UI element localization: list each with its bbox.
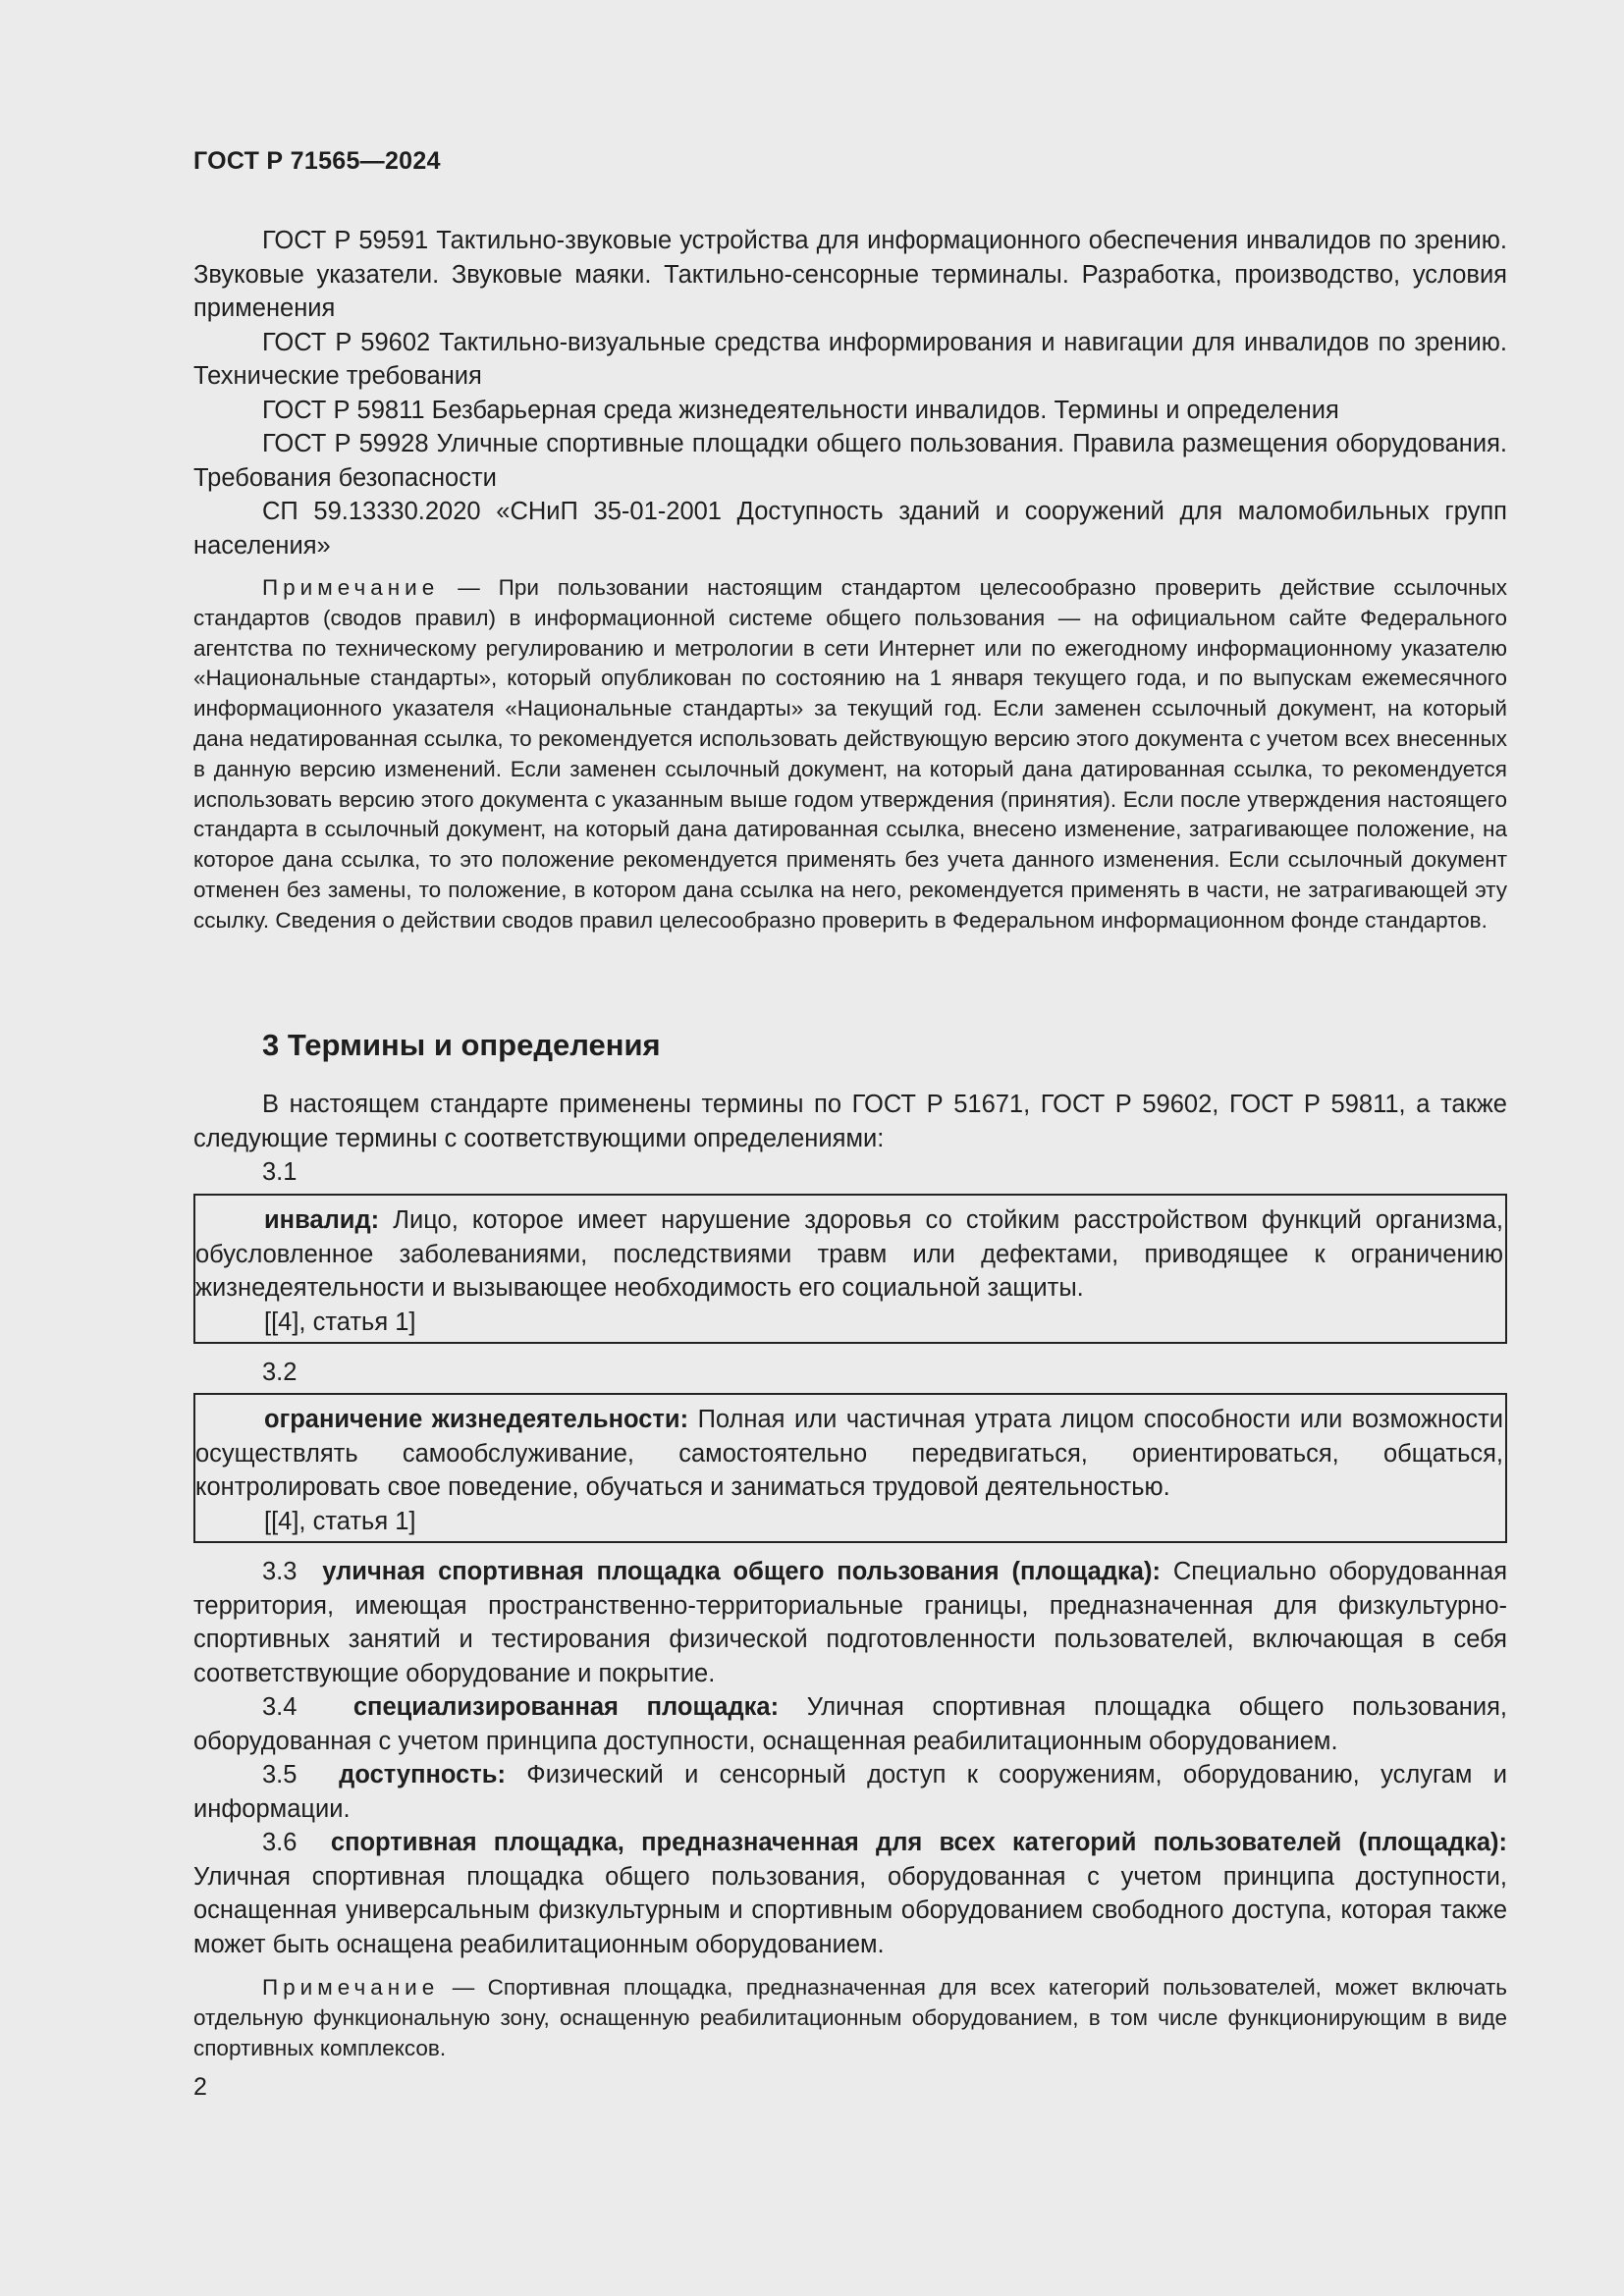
term-source: [[4], статья 1] [264,1308,416,1336]
term-source: [[4], статья 1] [264,1507,416,1535]
term-definition: Полная или частичная утрата лицом способности или возможности осуществлять самообслуживание, самостоятельно передвигаться, ориентироваться, общаться, контролировать свое поведение, обучаться и заниматься трудовой деятельностью. [195,1406,1503,1501]
term-box [193,1194,1507,1344]
term-note [193,1973,1507,2063]
term-definition: Лицо, которое имеет нарушение здоровья со стойким расстройством функций организма, обусловленное заболеваниями, последствиями травм или дефектами, приводящее к ограничению жизнедеятельности и вызывающее необходимость его социальной защиты. [195,1206,1503,1302]
term-entry: 3.5 доступность: Физический и сенсорный доступ к сооружениям, оборудованию, услугам и информации. [193,1761,1507,1823]
section-title: 3 Термины и определения [262,1028,661,1062]
reference-item: СП 59.13330.2020 «СНиП 35-01-2001 Доступность зданий и сооружений для маломобильных групп населения» [193,498,1507,560]
page-number: 2 [193,2073,207,2101]
term-number: 3.2 [262,1359,298,1386]
note-text: — Спортивная площадка, предназначенная для всех категорий пользователей, может включать отдельную функциональную зону, оснащенную реабилитационным оборудованием, в том числе функционирующим в виде спортивных комплексов. [193,1975,1507,2060]
term-box [193,1393,1507,1543]
document-header: ГОСТ Р 71565—2024 [193,147,441,175]
term-list [193,1555,1507,1961]
term-entry: 3.3 уличная спортивная площадка общего пользования (площадка): Специально оборудованная территория, имеющая пространственно-территориальные границы, предназначенная для физкультурно-спортивных занятий и тестирования физической подготовленности пользователей, включающая в себя соответствующие оборудование и покрытие. [193,1558,1508,1687]
reference-item: ГОСТ Р 59591 Тактильно-звуковые устройства для информационного обеспечения инвалидов по зрению. Звуковые указатели. Звуковые маяки. Тактильно-сенсорные терминалы. Разработка, производство, условия применения [193,227,1507,322]
reference-item: ГОСТ Р 59811 Безбарьерная среда жизнедеятельности инвалидов. Термины и определения [262,396,1339,424]
references-note [193,573,1507,936]
term-name: инвалид: [264,1206,380,1234]
reference-item: ГОСТ Р 59602 Тактильно-визуальные средства информирования и навигации для инвалидов по зрению. Технические требования [193,328,1507,390]
references-list [193,224,1507,562]
section-intro: В настоящем стандарте применены термины по ГОСТ Р 51671, ГОСТ Р 59602, ГОСТ Р 59811, а также следующие термины с соответствующими определениями: [193,1091,1507,1152]
note-text: — При пользовании настоящим стандартом целесообразно проверить действие ссылочных стандартов (сводов правил) в информационной системе общего пользования — на официальном сайте Федерального агентства по техническому регулированию и метрологии в сети Интернет или по ежегодному информационному указателю «Национальные стандарты», который опубликован по состоянию на 1 января текущего года, и по выпускам ежемесячного информационного указателя «Национальные стандарты» за текущий год. Если заменен ссылочный документ, на который дана недатированная ссылка, то рекомендуется использовать действующую версию этого документа с учетом всех внесенных в данную версию изменений. Если заменен ссылочный документ, на который дана датированная ссылка, то рекомендуется использовать версию этого документа с указанным выше годом утверждения (принятия). Если после утверждения настоящего стандарта в ссылочный документ, на который дана датированная ссылка, внесено изменение, затрагивающее положение, на которое дана ссылка, то это положение рекомендуется применять без учета данного изменения. Если ссылочный документ отменен без замены, то положение, в котором дана ссылка на него, рекомендуется применять в части, не затрагивающей эту ссылку. Сведения о действии сводов правил целесообразно проверить в Федеральном информационном фонде стандартов. [193,575,1507,933]
term-entry: 3.4 специализированная площадка: Уличная спортивная площадка общего пользования, оборудованная с учетом принципа доступности, оснащенная реабилитационным оборудованием. [193,1693,1508,1755]
term-number: 3.1 [262,1158,298,1186]
note-label: Примечание [262,575,440,600]
term-entry: 3.6 спортивная площадка, предназначенная для всех категорий пользователей (площадка): Уличная спортивная площадка общего пользования, оборудованная с учетом принципа доступности, оснащенная универсальным физкультурным и спортивным оборудованием свободного доступа, которая также может быть оснащена реабилитационным оборудованием. [193,1829,1507,1958]
note-label: Примечание [262,1975,440,2000]
reference-item: ГОСТ Р 59928 Уличные спортивные площадки общего пользования. Правила размещения оборудования. Требования безопасности [193,430,1507,492]
term-name: ограничение жизнедеятельности: [264,1406,689,1433]
